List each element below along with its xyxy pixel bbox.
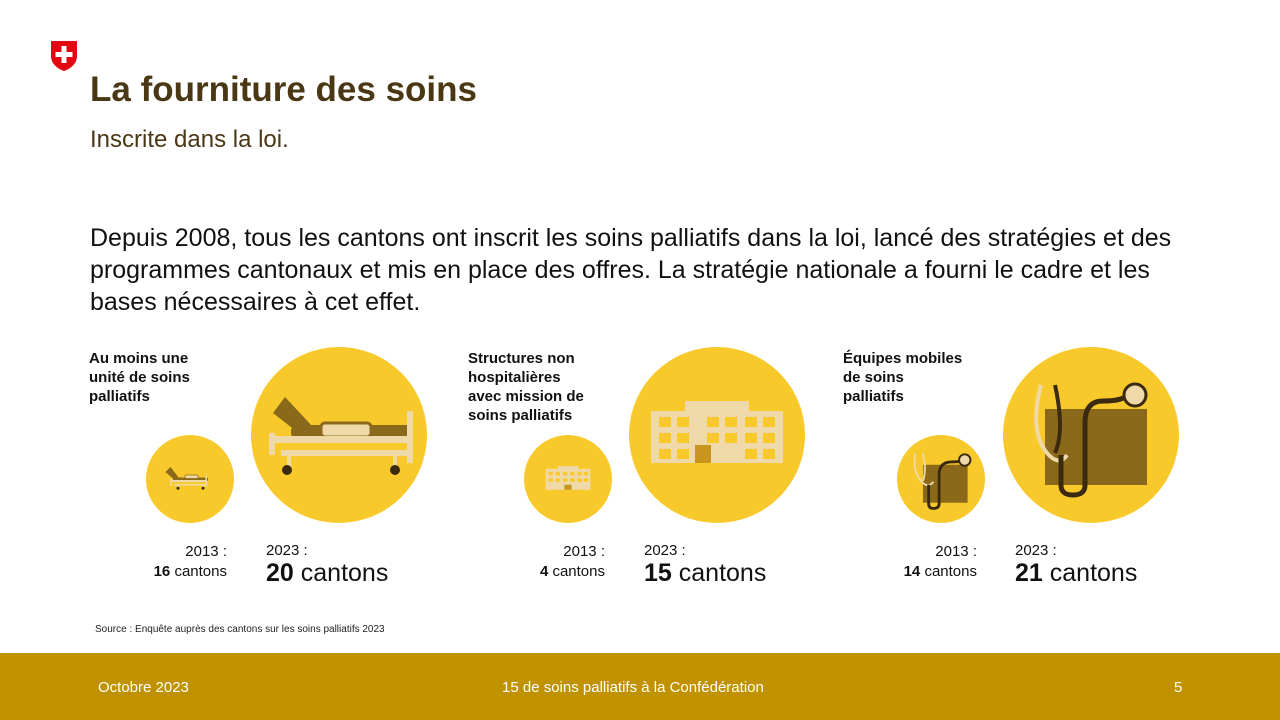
hospital-bed-icon [146,435,234,523]
stethoscope-bag-icon [897,435,985,523]
stat-2023: 2023 : 20 cantons [266,542,389,587]
hospital-bed-icon [250,347,428,523]
source-note: Source : Enquête auprès des cantons sur les soins palliatifs 2023 [95,624,385,635]
page-title: La fourniture des soins [90,70,477,109]
building-icon [628,347,806,523]
footer-date: Octobre 2023 [98,679,189,696]
card-label: Structures non hospitalières avec mission de soins palliatifs [468,350,584,424]
swiss-coat-of-arms-logo [50,40,78,72]
card-label: Au moins une unité de soins palliatifs [89,350,190,405]
stat-2013: 2013 : 16 cantons [153,543,227,580]
stat-2023: 2023 : 15 cantons [644,542,767,587]
card-label: Équipes mobiles de soins palliatifs [843,350,963,405]
stat-2023: 2023 : 21 cantons [1015,542,1138,587]
stethoscope-bag-icon [1002,347,1180,523]
intro-paragraph: Depuis 2008, tous les cantons ont inscrit les soins palliatifs dans la loi, lancé des stratégies et des programmes cantonaux et mis en place des offres. La stratégie nationale a fourni le cadre et les bases nécessaires à cet effet. [90,224,1172,316]
page-subtitle: Inscrite dans la loi. [90,126,289,153]
stat-2013: 2013 : 14 cantons [903,543,977,580]
footer-bar [0,653,1280,720]
stat-2013: 2013 : 4 cantons [539,543,605,580]
building-icon [524,435,612,523]
page-number: 5 [1174,679,1183,696]
footer-title: 15 de soins palliatifs à la Confédération [502,679,764,696]
